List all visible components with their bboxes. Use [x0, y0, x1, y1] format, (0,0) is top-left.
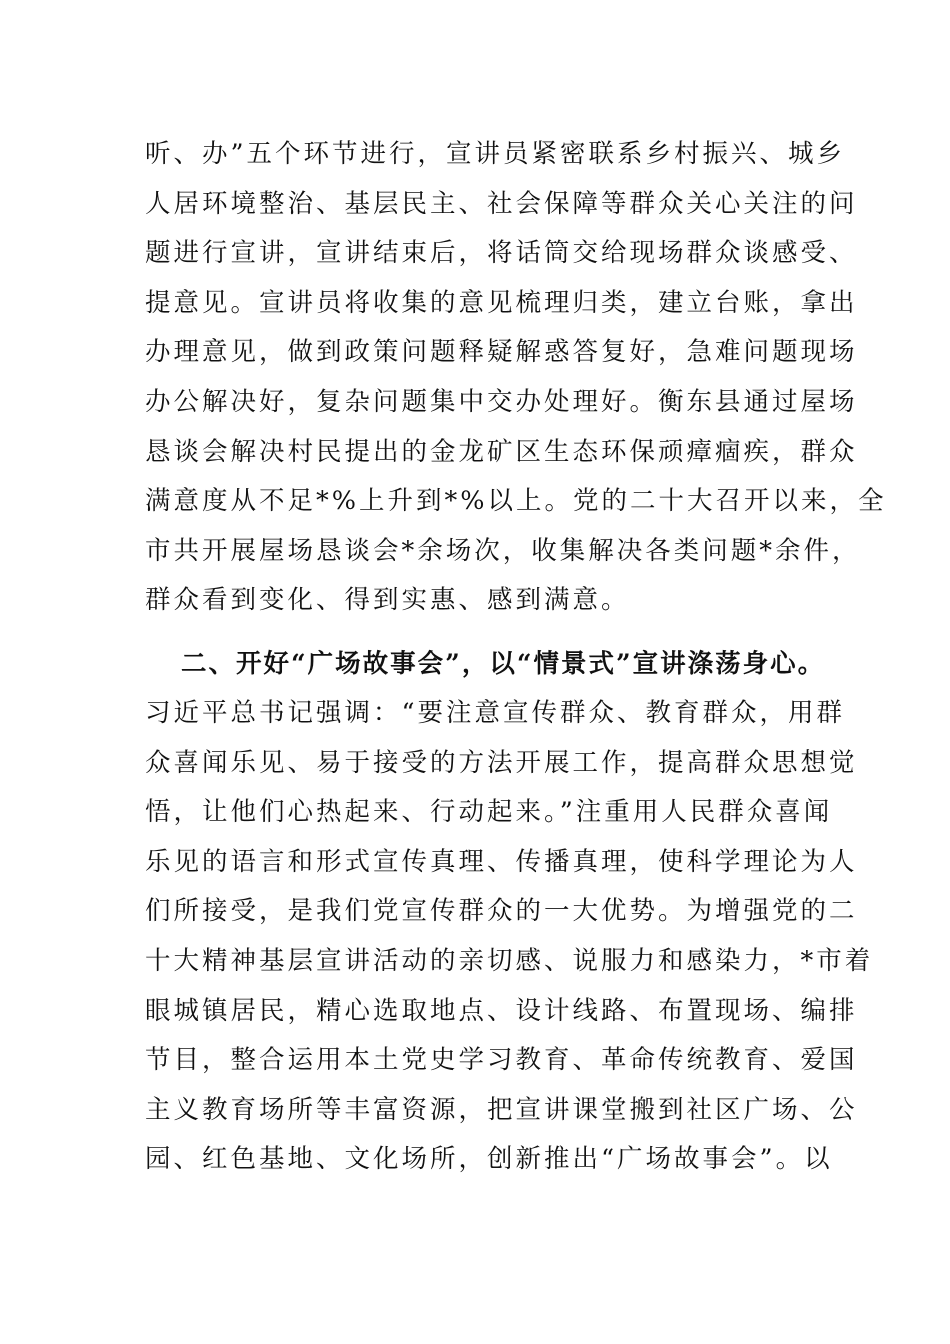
paragraph-line: 乐见的语言和形式宣传真理、传播真理，使科学理论为人 — [145, 846, 858, 877]
paragraph-line: 们所接受，是我们党宣传群众的一大优势。为增强党的二 — [145, 896, 858, 927]
paragraph-line: 主义教育场所等丰富资源，把宣讲课堂搬到社区广场、公 — [145, 1094, 858, 1125]
paragraph-line: 办公解决好，复杂问题集中交办处理好。衡东县通过屋场 — [145, 386, 858, 417]
paragraph-2 — [145, 689, 874, 1185]
paragraph-line: 办理意见，做到政策问题释疑解惑答复好，急难问题现场 — [145, 337, 858, 368]
paragraph-line: 人居环境整治、基层民主、社会保障等群众关心关注的问 — [145, 188, 858, 219]
paragraph-line: 习近平总书记强调：“要注意宣传群众、教育群众，用群 — [145, 698, 846, 728]
paragraph-line: 听、办”五个环节进行，宣讲员紧密联系乡村振兴、城乡 — [145, 139, 846, 169]
paragraph-line: 众喜闻乐见、易于接受的方法开展工作，提高群众思想觉 — [145, 747, 858, 778]
paragraph-1 — [145, 130, 887, 626]
paragraph-line: 节目，整合运用本土党史学习教育、革命传统教育、爱国 — [145, 1045, 858, 1076]
paragraph-line: 市共开展屋场恳谈会*余场次，收集解决各类问题*余件， — [145, 535, 861, 566]
paragraph-line: 悟，让他们心热起来、行动起来。”注重用人民群众喜闻 — [145, 797, 833, 828]
paragraph-line: 园、红色基地、文化场所，创新推出“广场故事会”。以 — [145, 1144, 833, 1175]
paragraph-line: 提意见。宣讲员将收集的意见梳理归类，建立台账，拿出 — [145, 287, 858, 318]
section-heading: 二、开好“广场故事会”，以“情景式”宣讲涤荡身心。 — [181, 649, 826, 679]
paragraph-line: 题进行宣讲，宣讲结束后，将话筒交给现场群众谈感受、 — [145, 238, 858, 269]
section-2-heading-block — [145, 640, 826, 690]
paragraph-line: 群众看到变化、得到实惠、感到满意。 — [145, 585, 630, 616]
paragraph-line: 恳谈会解决村民提出的金龙矿区生态环保顽瘴痼疾，群众 — [145, 436, 858, 467]
paragraph-line: 眼城镇居民，精心选取地点、设计线路、布置现场、编排 — [145, 995, 858, 1026]
paragraph-line: 满意度从不足*%上升到*%以上。党的二十大召开以来，全 — [145, 486, 887, 517]
paragraph-line: 十大精神基层宣讲活动的亲切感、说服力和感染力，*市着 — [145, 945, 874, 976]
